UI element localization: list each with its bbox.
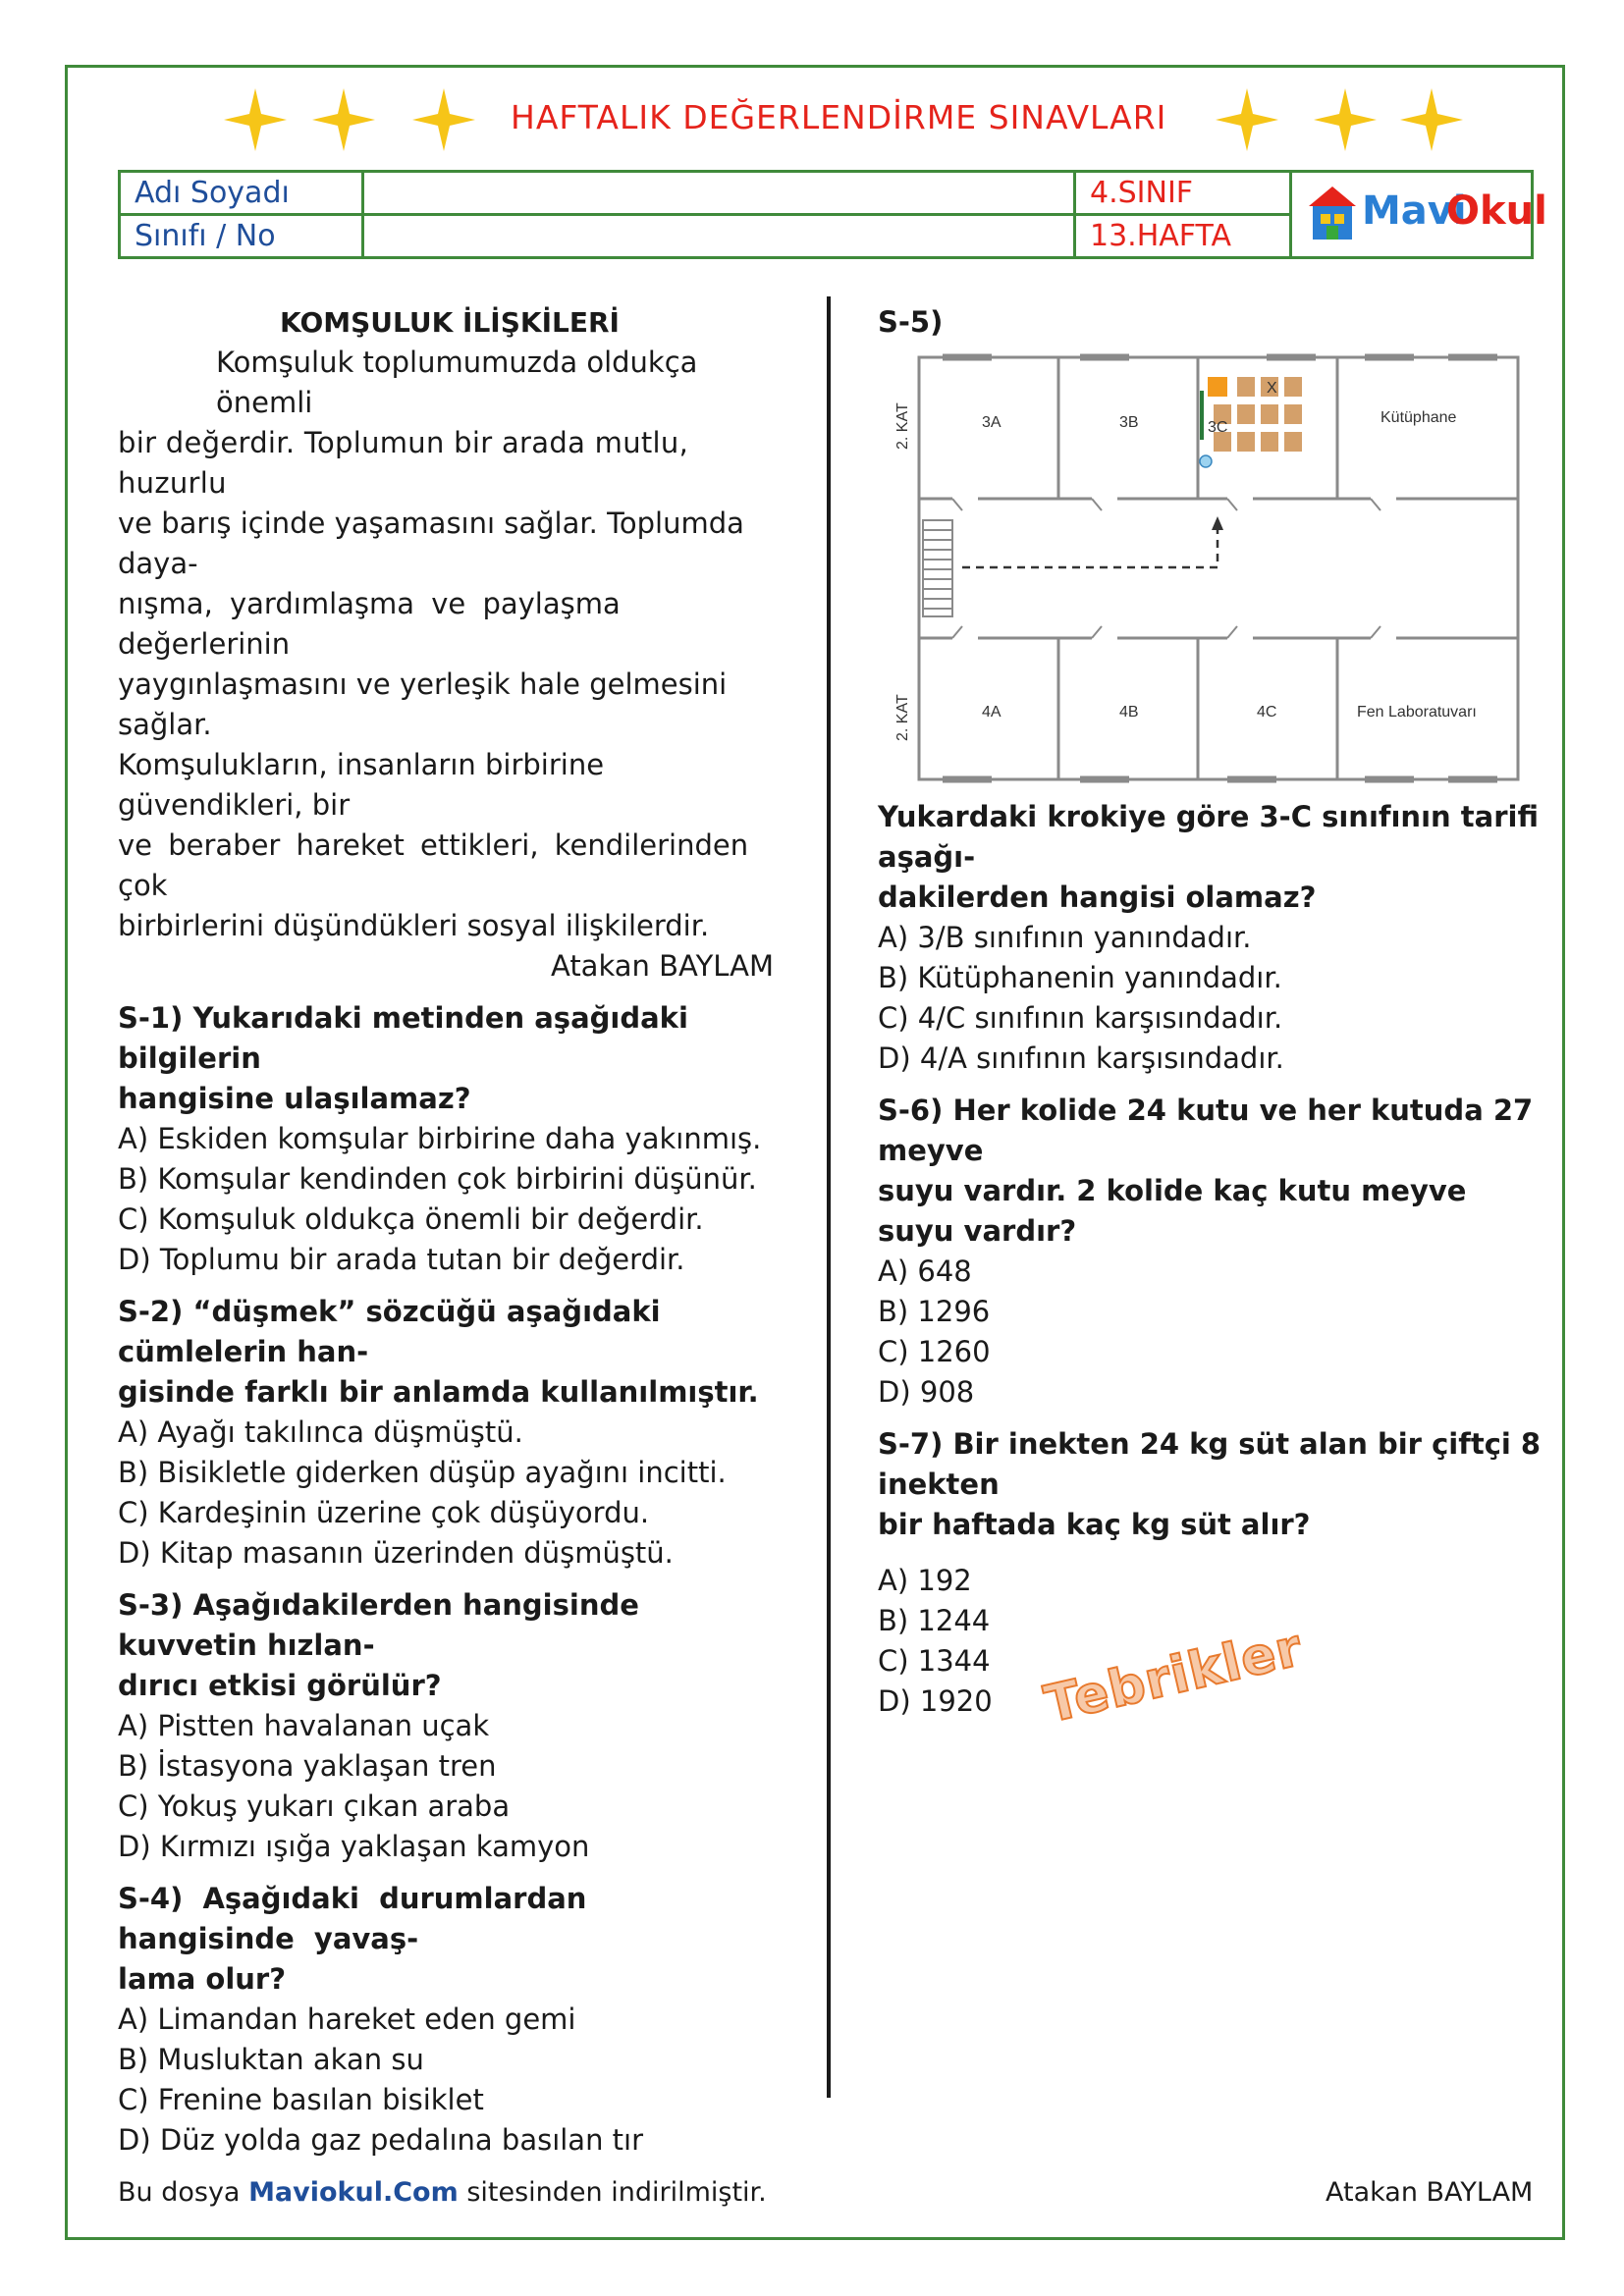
question-stem: suyu vardır. 2 kolide kaç kutu meyve suyu vardır?	[878, 1174, 1467, 1248]
reading-line: Komşulukların, insanların birbirine güvendikleri, bir	[118, 748, 605, 822]
answer-option[interactable]: A) 648	[878, 1255, 972, 1288]
footer-author: Atakan BAYLAM	[1326, 2177, 1534, 2208]
question-stem: gisinde farklı bir anlamda kullanılmıştır.	[118, 1375, 759, 1409]
answer-option[interactable]: D) 1920	[878, 1684, 993, 1718]
star-icon	[224, 88, 287, 151]
page-title: HAFTALIK DEĞERLENDİRME SINAVLARI	[511, 98, 1167, 136]
answer-option[interactable]: A) Limandan hareket eden gemi	[118, 2002, 576, 2036]
question-5	[878, 797, 1542, 1079]
star-icon	[312, 88, 375, 151]
name-field[interactable]	[364, 173, 1071, 213]
answer-option[interactable]: D) 4/A sınıfının karşısındadır.	[878, 1041, 1284, 1075]
reading-title: KOMŞULUK İLİŞKİLERİ	[280, 306, 620, 339]
question-stem: S-1) Yukarıdaki metinden aşağıdaki bilgilerin	[118, 1001, 688, 1075]
star-icon	[1400, 88, 1463, 151]
room-label-4a: 4A	[982, 704, 1001, 721]
answer-option[interactable]: A) Eskiden komşular birbirine daha yakınmış.	[118, 1122, 762, 1155]
answer-option[interactable]: B) Kütüphanenin yanındadır.	[878, 961, 1282, 994]
question-stem: lama olur?	[118, 1962, 287, 1996]
answer-option[interactable]: A) 3/B sınıfının yanındadır.	[878, 921, 1252, 954]
floor-label-bottom: 2. KAT	[894, 694, 911, 741]
answer-option[interactable]: B) Musluktan akan su	[118, 2043, 424, 2076]
answer-option[interactable]: D) Kırmızı ışığa yaklaşan kamyon	[118, 1830, 590, 1863]
room-label-4c: 4C	[1257, 704, 1277, 721]
star-icon	[1314, 88, 1377, 151]
reading-line: nışma, yardımlaşma ve paylaşma değerlerinin	[118, 587, 621, 661]
reading-line: bir değerdir. Toplumun bir arada mutlu, huzurlu	[118, 426, 689, 500]
room-label-3a: 3A	[982, 414, 1001, 431]
reading-line: birbirlerini düşündükleri sosyal ilişkilerdir.	[118, 909, 710, 942]
question-stem: S-7) Bir inekten 24 kg süt alan bir çiftçi 8 inekten	[878, 1427, 1542, 1501]
answer-option[interactable]: B) 1296	[878, 1295, 991, 1328]
floor-label-top: 2. KAT	[894, 402, 911, 450]
question-stem: S-4) Aşağıdaki durumlardan hangisinde yavaş-	[118, 1882, 587, 1955]
logo-text-okul: Okul	[1446, 188, 1547, 234]
question-6	[878, 1091, 1542, 1413]
footer-credit	[118, 2177, 767, 2208]
answer-option[interactable]: C) Komşuluk oldukça önemli bir değerdir.	[118, 1202, 704, 1236]
name-label: Adı Soyadı	[135, 176, 290, 210]
answer-option[interactable]: C) 1344	[878, 1644, 991, 1678]
reading-line: Komşuluk toplumumuzda oldukça önemli	[216, 346, 698, 419]
answer-option[interactable]: C) Yokuş yukarı çıkan araba	[118, 1789, 511, 1823]
room-label-3c: 3C	[1208, 419, 1228, 436]
answer-option[interactable]: A) Pistten havalanan uçak	[118, 1709, 490, 1742]
column-divider	[827, 296, 831, 2098]
question-stem: Yukardaki krokiye göre 3-C sınıfının tarifi aşağı-	[878, 800, 1539, 874]
answer-option[interactable]: D) Toplumu bir arada tutan bir değerdir.	[118, 1243, 685, 1276]
question-4	[118, 1879, 782, 2161]
maviokul-logo	[1301, 179, 1547, 249]
answer-option[interactable]: A) 192	[878, 1564, 972, 1597]
answer-option[interactable]: B) 1244	[878, 1604, 991, 1637]
week-label: 13.HAFTA	[1090, 219, 1232, 253]
left-column	[118, 302, 782, 2161]
answer-option[interactable]: D) 908	[878, 1375, 975, 1409]
answer-option[interactable]: C) Kardeşinin üzerine çok düşüyordu.	[118, 1496, 650, 1529]
question-2	[118, 1292, 782, 1574]
question-stem: hangisine ulaşılamaz?	[118, 1082, 471, 1115]
right-column-questions	[878, 797, 1542, 1722]
star-icon	[412, 88, 475, 151]
answer-option[interactable]: C) 1260	[878, 1335, 991, 1368]
footer-prefix: Bu dosya	[118, 2177, 241, 2208]
logo-text-mavi: Mavi	[1362, 188, 1467, 234]
question-stem: S-3) Aşağıdakilerden hangisinde kuvvetin hızlan-	[118, 1588, 639, 1662]
reading-author: Atakan BAYLAM	[550, 949, 774, 983]
answer-option[interactable]: A) Ayağı takılınca düşmüştü.	[118, 1415, 523, 1449]
question-stem: S-2) “düşmek” sözcüğü aşağıdaki cümlelerin han-	[118, 1295, 661, 1368]
answer-option[interactable]: B) Komşular kendinden çok birbirini düşünür.	[118, 1162, 757, 1196]
question-stem: bir haftada kaç kg süt alır?	[878, 1508, 1311, 1541]
answer-option[interactable]: D) Kitap masanın üzerinden düşmüştü.	[118, 1536, 674, 1570]
footer-site-link[interactable]: Maviokul.Com	[248, 2177, 459, 2208]
desk-mark: X	[1267, 380, 1277, 397]
question-stem: S-6) Her kolide 24 kutu ve her kutuda 27 meyve	[878, 1094, 1534, 1167]
room-label-library: Kütüphane	[1380, 409, 1457, 426]
question-5-label: S-5)	[878, 305, 944, 339]
floor-plan-diagram	[884, 334, 1532, 785]
answer-option[interactable]: D) Düz yolda gaz pedalına basılan tır	[118, 2123, 644, 2157]
room-label-lab: Fen Laboratuvarı	[1357, 704, 1477, 721]
answer-option[interactable]: B) İstasyona yaklaşan tren	[118, 1749, 497, 1783]
answer-option[interactable]: B) Bisikletle giderken düşüp ayağını incitti.	[118, 1456, 727, 1489]
room-label-4b: 4B	[1119, 704, 1139, 721]
grade-label: 4.SINIF	[1090, 176, 1194, 210]
footer-suffix: sitesinden indirilmiştir.	[466, 2177, 767, 2208]
question-stem: dırıcı etkisi görülür?	[118, 1669, 442, 1702]
class-field[interactable]	[364, 216, 1071, 256]
congratulations-stamp: Tebrikler	[1039, 1618, 1309, 1735]
question-1	[118, 998, 782, 1280]
question-stem: dakilerden hangisi olamaz?	[878, 881, 1317, 914]
answer-option[interactable]: C) 4/C sınıfının karşısındadır.	[878, 1001, 1283, 1035]
room-label-3b: 3B	[1119, 414, 1139, 431]
answer-option[interactable]: C) Frenine basılan bisiklet	[118, 2083, 484, 2116]
reading-line: yaygınlaşmasını ve yerleşik hale gelmesini sağlar.	[118, 667, 728, 741]
reading-line: ve beraber hareket ettikleri, kendilerinden çok	[118, 828, 749, 902]
class-label: Sınıfı / No	[135, 219, 276, 253]
reading-line: ve barış içinde yaşamasını sağlar. Toplumda daya-	[118, 507, 744, 580]
star-icon	[1216, 88, 1278, 151]
question-3	[118, 1585, 782, 1867]
